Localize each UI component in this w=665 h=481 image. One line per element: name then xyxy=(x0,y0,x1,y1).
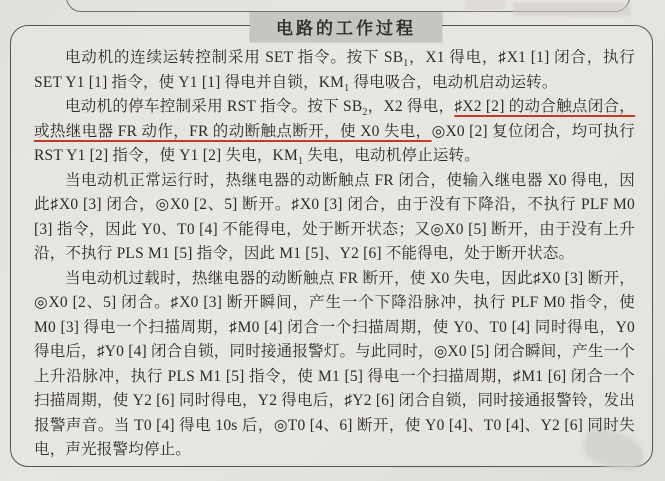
paragraph xyxy=(34,95,635,169)
text-run: 电动机的停车控制采用 RST 指令。按下 SB xyxy=(65,98,363,115)
section-title: 电路的工作过程 xyxy=(276,19,416,38)
text-run: ，X1 得电，♯X1 [1] 闭合，执行 SET Y1 [1] 指令，使 Y1 [1] 得电并自锁，KM xyxy=(34,49,635,91)
text-run: 2 xyxy=(362,107,368,119)
paragraph xyxy=(34,169,635,267)
text-run: 当电动机过载时，热继电器的动断触点 FR 断开，使 X0 失电，因此♯X0 [3] 断开，◎X0 [2、5] 闭合。♯X0 [3] 断开瞬间，产生一个下降沿脉冲，执行 PLF M0 指令，使 M0 [3] 得电一个扫描周期，♯M0 [4] 闭合一个扫描周期，使 Y0、T0 [4] 同时得电，Y0 得电后，♯Y0 [4] 闭合自锁，同时接通报警灯。与此同时，◎X0 [5] 闭合瞬间，产生一个上升沿脉冲，执行 PLS M1 [5] 指令，使 M1 [5] 得电一个扫描周期，♯M1 [6] 闭合一个扫描周期，使 Y2 [6] 同时得电，Y2 得电后，♯Y2 [6] 闭合自锁，同时接通报警铃，发出报警声音。当 T0 [4] 得电 10s 后，◎T0 [4、6] 断开，使 Y0 [4]、T0 [4]、Y2 [6] 同时失电，声光报警均停止。 xyxy=(34,269,635,458)
bleedthrough-artifact xyxy=(465,0,505,10)
text-run: 1 xyxy=(403,58,409,70)
text-run: 电动机的连续运转控制采用 SET 指令。按下 SB xyxy=(65,49,404,66)
paragraph xyxy=(34,46,635,95)
paragraph xyxy=(34,267,635,463)
text-run: 得电吸合，电动机启动运转。 xyxy=(349,73,558,91)
text-run: ◎X0 [2] 复位闭合，均可执行 RST Y1 [2] 指令，使 Y1 [2] 失电，KM xyxy=(34,122,636,164)
text-run: 失电，电动机停止运转。 xyxy=(303,147,480,164)
document-paragraphs xyxy=(34,46,635,463)
text-run: ，X2 得电， xyxy=(367,98,455,115)
text-run: 当电动机正常运行时，热继电器的动断触点 FR 闭合，使输入继电器 X0 得电，因此♯X0 [3] 闭合，◎X0 [2、5] 断开。♯X0 [3] 闭合，由于没有下降沿，不执行 PLF M0 [3] 指令，因此 Y0、T0 [4] 不能得电，处于断开状态；又◎X0 [5] 断开，由于没有上升沿，不执行 PLS M1 [5] 指令，因此 M1 [5]、Y2 [6] 不能得电，处于断开状态。 xyxy=(34,171,635,262)
bleedthrough-artifact xyxy=(513,3,631,16)
section-title-tab xyxy=(250,12,442,42)
red-underlined-text: ♯X2 [2] 的动合触点闭合，或热继电器 FR 动作，FR 的动断触点断开，使 X0 失电， xyxy=(34,98,635,140)
text-run: 1 xyxy=(297,156,304,168)
text-run: 1 xyxy=(344,82,350,94)
